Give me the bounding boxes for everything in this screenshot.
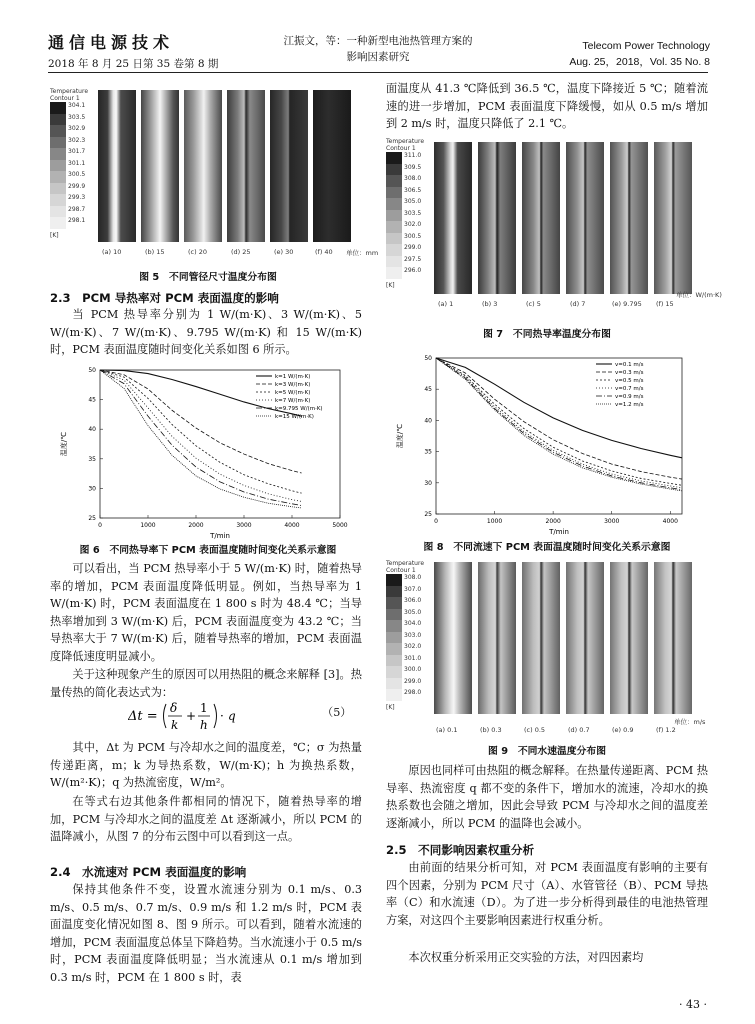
fig6-legend-label: k=5 W/(m·K) [275, 390, 311, 396]
fig7-label-a: (a) 1 [438, 300, 454, 308]
fig9-panel-b [478, 562, 516, 714]
fig9-label-e: (e) 0.9 [612, 726, 634, 734]
svg-text:1: 1 [200, 701, 208, 715]
svg-text:h: h [200, 718, 208, 732]
fig6-ytick-label: 50 [88, 367, 96, 374]
fig9-panel-d [566, 562, 604, 714]
fig8-xlabel: T/min [549, 528, 569, 536]
article-title-line2: 影响因素研究 [346, 51, 410, 63]
legend-value: 301.0 [404, 654, 422, 662]
fig5-panel-e [270, 90, 308, 242]
fig9-caption: 图 9 不同水速温度分布图 [488, 746, 606, 757]
article-title-header [268, 33, 488, 65]
fig8-ytick-label: 25 [424, 511, 432, 518]
fig9-colorbar [386, 574, 402, 701]
legend-value: 304.0 [404, 620, 422, 627]
right-bottom-para-3: 本次权重分析采用正交实验的方法，对四因素均 [408, 951, 644, 964]
fig9-legend-title: Temperature Contour 1 [386, 560, 425, 574]
section-2-3-para: 当 PCM 热导率分别为 1 W/(m·K)、3 W/(m·K)、5 W/(m·K)、7 W/(m·K)、9.795 W/(m·K) 和 15 W/(m·K) 时，PCM 表面温度随时间变化关系如图 6 所示。 [50, 308, 362, 357]
fig9-panel-f [654, 562, 692, 714]
header-left [48, 30, 218, 71]
fig6-legend-label: k=1 W/(m·K) [275, 374, 311, 380]
fig6-series-line [100, 370, 302, 508]
issue-date-en: Aug. 25，2018，Vol. 35 No. 8 [569, 56, 710, 68]
fig7-label-f: (f) 15 [656, 300, 674, 308]
fig8-legend-label: v=0.9 m/s [615, 394, 644, 400]
legend-value: 296.0 [404, 267, 422, 274]
legend-value: 307.0 [404, 585, 422, 593]
fig8-series-line [436, 358, 682, 490]
fig5-colorbar [50, 102, 66, 229]
right-bottom-para-2: 由前面的结果分析可知，对 PCM 表面温度有影响的主要有四个因素，分别为 PCM 尺寸（A）、水管管径（B）、PCM 导热率（C）和水流速（D）。为了进一步分析得到最佳的电池热管理方案，对这四个主要影响因素进行权重分析。 [386, 861, 708, 927]
fig5-panel-d [227, 90, 265, 242]
fig5-panel-c [184, 90, 222, 242]
fig6-ytick-label: 25 [88, 515, 96, 522]
fig9-panel-a [434, 562, 472, 714]
fig9-panel-e [610, 562, 648, 714]
fig5-label-e: (e) 30 [274, 248, 294, 256]
fig6-legend-label: k=15 W/(m·K) [275, 414, 314, 420]
section-2-3-heading: 2.3 PCM 导热率对 PCM 表面温度的影响 [50, 291, 279, 305]
fig7-panel-f [654, 142, 692, 294]
fig8-ytick-label: 45 [424, 386, 432, 394]
fig6-xtick-label: 4000 [284, 522, 300, 529]
legend-value: 299.3 [68, 194, 86, 201]
legend-value: 306.5 [404, 186, 422, 194]
fig6-xtick-label: 5000 [332, 522, 348, 529]
fig9-label-d: (d) 0.7 [568, 726, 590, 734]
fig8-series-line [436, 358, 682, 485]
fig6-ytick-label: 35 [88, 455, 96, 463]
svg-text:q: q [228, 709, 236, 723]
fig8-caption: 图 8 不同流速下 PCM 表面温度随时间变化关系示意图 [423, 542, 671, 553]
fig5-unit-note: 单位：mm [346, 249, 379, 257]
legend-value: 308.0 [404, 175, 422, 182]
fig9-panel-c [522, 562, 560, 714]
legend-value: 300.0 [404, 666, 422, 673]
legend-value: 298.1 [68, 217, 86, 224]
fig6-xtick-label: 2000 [188, 522, 204, 529]
fig9-label-b: (b) 0.3 [480, 726, 502, 734]
fig5-legend-title: Temperature Contour 1 [50, 88, 89, 102]
fig8-legend-label: v=0.5 m/s [615, 378, 644, 384]
legend-value: 308.0 [404, 574, 422, 581]
fig8-plot-frame [436, 358, 682, 514]
article-title-line1: 江振文，等：一种新型电池热管理方案的 [283, 35, 473, 47]
figure-8-chart [396, 350, 696, 536]
svg-text:δ: δ [170, 701, 178, 715]
fig7-unit-note: 单位：W/(m·K) [676, 291, 722, 299]
legend-value: 303.5 [68, 113, 86, 121]
fig5-panel-b [141, 90, 179, 242]
section-2-4-para: 保持其他条件不变，设置水流速分别为 0.1 m/s、0.3 m/s、0.5 m/s、0.7 m/s、0.9 m/s 和 1.2 m/s 时，PCM 表面温度变化情况如图 8、图 9 所示。可以看到，随着水流速的增加，PCM 表面温度总体呈下降趋势。当水流速小于 0.5 m/s 时，PCM 表面温度降低明显；当水流速从 0.1 m/s 增加到 0.3 m/s 时，PCM 在 1 800 s 时，表 [50, 883, 362, 984]
svg-text:Δt =: Δt = [128, 709, 158, 724]
para-after-fig6-4: 在等式右边其他条件都相同的情况下，随着热导率的增加，PCM 与冷却水之间的温度差 Δt 逐渐减小，所以 PCM 的温降减小，从图 7 的分布云图中可以看到这一点。 [50, 795, 362, 844]
fig7-panel-b [478, 142, 516, 294]
figure-7 [386, 138, 722, 318]
equation-5 [128, 696, 288, 736]
svg-text:·: · [220, 709, 224, 723]
legend-value: 306.0 [404, 597, 422, 604]
svg-text:+: + [186, 709, 197, 723]
fig9-unit: [K] [386, 704, 395, 711]
legend-value: 300.5 [404, 232, 422, 240]
legend-value: 304.1 [68, 102, 86, 109]
page-number: · 43 · [679, 998, 707, 1011]
equation-5-number: （5） [322, 706, 352, 719]
fig8-legend-label: v=1.2 m/s [615, 402, 644, 408]
legend-value: 300.5 [68, 171, 86, 178]
fig5-label-d: (d) 25 [231, 248, 251, 256]
fig8-legend-label: v=0.3 m/s [615, 370, 644, 376]
fig7-colorbar [386, 152, 402, 279]
fig9-label-f: (f) 1.2 [656, 726, 676, 734]
fig6-legend-label: k=7 W/(m·K) [275, 398, 311, 404]
figure-5 [50, 88, 379, 266]
figure-6-chart [60, 362, 350, 540]
fig6-ytick-label: 40 [88, 426, 96, 434]
fig7-panel-c [522, 142, 560, 294]
fig8-ytick-label: 30 [424, 479, 432, 487]
right-top-para: 面温度从 41.3 ℃降低到 36.5 ℃，温度下降接近 5 ℃；随着流速的进一步增加，PCM 表面温度下降缓慢，如从 0.5 m/s 增加到 2 m/s 时，温度只降低了 2.1 ℃。 [386, 82, 708, 131]
fig9-unit-note: 单位：m/s [674, 718, 706, 726]
fig6-xtick-label: 3000 [236, 522, 252, 529]
fig6-caption: 图 6 不同热导率下 PCM 表面温度随时间变化关系示意图 [79, 545, 337, 556]
legend-value: 298.0 [404, 689, 422, 696]
fig9-label-a: (a) 0.1 [436, 726, 458, 734]
legend-value: 302.0 [404, 221, 422, 228]
svg-text:k: k [171, 718, 179, 732]
fig5-panel-f [313, 90, 351, 242]
figure-9 [386, 560, 708, 740]
fig5-label-c: (c) 20 [188, 248, 207, 256]
fig8-xtick-label: 3000 [604, 518, 620, 525]
equation-5-graphic [128, 696, 288, 736]
fig5-label-f: (f) 40 [315, 248, 333, 256]
legend-value: 299.0 [404, 677, 422, 685]
fig8-series-line [436, 358, 682, 488]
fig7-label-e: (e) 9.795 [612, 300, 642, 308]
legend-value: 299.0 [404, 244, 422, 251]
fig6-ytick-label: 30 [88, 485, 96, 493]
legend-value: 299.9 [68, 182, 86, 190]
fig8-xtick-label: 2000 [545, 518, 561, 525]
legend-value: 309.5 [404, 163, 422, 171]
right-bottom-para-1: 原因也同样可由热阻的概念解释。在热量传递距离、PCM 热导率、热流密度 q 都不变的条件下，增加水的流速，冷却水的换热系数也会随之增加，因此会导致 PCM 与冷却水之间的温度差逐渐减小，所以 PCM 的温降也会减小。 [386, 764, 708, 830]
fig7-caption: 图 7 不同热导率温度分布图 [483, 329, 611, 340]
fig7-legend-values [404, 152, 428, 279]
fig7-label-b: (b) 3 [482, 300, 498, 308]
fig5-label-a: (a) 10 [102, 248, 122, 256]
fig8-series-line [436, 358, 682, 491]
fig8-legend-label: v=0.1 m/s [615, 362, 644, 368]
header-rule [48, 72, 708, 73]
fig6-series-line [100, 370, 302, 506]
fig7-panel-a [434, 142, 472, 294]
journal-title: 通信电源技术 [48, 33, 175, 52]
fig9-legend-values [404, 574, 428, 701]
fig6-xlabel: T/min [210, 532, 230, 540]
fig6-legend-label: k=9.795 W/(m·K) [275, 406, 323, 412]
legend-value: 297.5 [404, 255, 422, 263]
fig5-unit: [K] [50, 232, 59, 239]
fig5-label-b: (b) 15 [145, 248, 165, 256]
fig7-panel-d [566, 142, 604, 294]
section-2-4-heading: 2.4 水流速对 PCM 表面温度的影响 [50, 865, 247, 879]
fig8-ylabel: 温度/℃ [396, 423, 404, 449]
fig6-series-line [100, 370, 302, 501]
fig5-panel-a [98, 90, 136, 242]
fig8-xtick-label: 4000 [662, 518, 678, 525]
legend-value: 302.9 [68, 125, 86, 132]
legend-value: 305.0 [404, 608, 422, 616]
fig9-label-c: (c) 0.5 [524, 726, 546, 734]
fig6-xtick-label: 1000 [140, 522, 156, 529]
fig6-legend-label: k=3 W/(m·K) [275, 382, 311, 388]
legend-value: 298.7 [68, 205, 86, 213]
issue-date: 2018 年 8 月 25 日第 35 卷第 8 期 [48, 58, 219, 70]
fig6-series-line [100, 370, 302, 473]
legend-value: 302.0 [404, 643, 422, 650]
fig6-ylabel: 温度/℃ [60, 431, 68, 457]
fig7-panel-e [610, 142, 648, 294]
header-right [510, 38, 710, 70]
fig5-caption: 图 5 不同管径尺寸温度分布图 [139, 272, 277, 283]
fig6-series-line [100, 370, 302, 416]
fig6-xtick-label: 0 [98, 522, 102, 529]
para-after-fig6-3: 其中，Δt 为 PCM 与冷却水之间的温度差，℃；σ 为热量传递距离，m；k 为导热系数，W/(m·K)；h 为换热系数，W/(m²·K)；q 为热流密度，W/m²。 [50, 741, 362, 790]
legend-value: 303.0 [404, 631, 422, 639]
fig8-series-line [436, 358, 682, 479]
fig6-ytick-label: 45 [88, 396, 96, 404]
fig8-legend-label: v=0.7 m/s [615, 386, 644, 392]
para-after-fig6-1: 可以看出，当 PCM 热导率小于 5 W/(m·K) 时，随着热导率的增加，PCM 表面温度降低明显。例如，当热导率为 1 W/(m·K) 时，PCM 表面温度在 1 800 s 时为 48.4 ℃；当导热率增加到 3 W/(m·K) 后，PCM 表面温度变为 43.2 ℃；当导热率大于 7 W/(m·K) 后，随着导热率的增加，PCM 表面温度降低速度明显减小。 [50, 562, 362, 663]
fig8-xtick-label: 0 [434, 518, 438, 525]
legend-value: 305.0 [404, 198, 422, 205]
fig8-xtick-label: 1000 [486, 518, 503, 525]
para-after-fig6-2: 关于这种现象产生的原因可以用热阻的概念来解释 [3]。热量传热的简化表达式为： [50, 668, 362, 699]
legend-value: 301.1 [68, 159, 86, 167]
fig8-ytick-label: 50 [424, 355, 432, 362]
fig7-legend-title: Temperature Contour 1 [386, 138, 425, 152]
legend-value: 301.7 [68, 148, 86, 155]
legend-value: 303.5 [404, 209, 422, 217]
fig7-unit: [K] [386, 282, 395, 289]
legend-value: 311.0 [404, 152, 422, 159]
journal-title-en: Telecom Power Technology [582, 40, 710, 52]
section-2-5-heading: 2.5 不同影响因素权重分析 [386, 843, 535, 857]
fig7-label-c: (c) 5 [526, 300, 541, 308]
fig5-legend-values [68, 102, 92, 229]
fig8-ytick-label: 40 [424, 417, 432, 425]
fig7-label-d: (d) 7 [570, 300, 586, 308]
fig8-ytick-label: 35 [424, 448, 432, 456]
legend-value: 302.3 [68, 136, 86, 144]
